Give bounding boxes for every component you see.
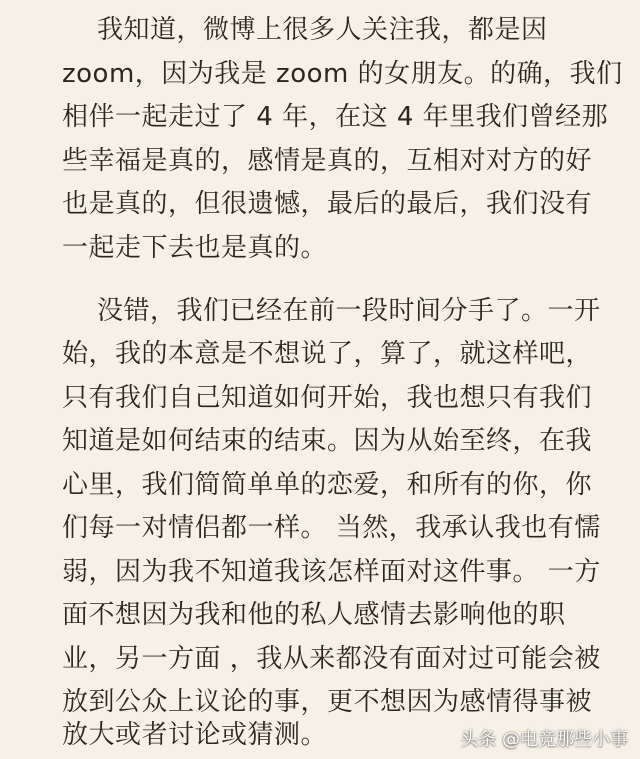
paragraph-line: 没错，我们已经在前一段时间分手了。一开: [97, 296, 601, 326]
paragraph-line: 始，我的本意是不想说了，算了，就这样吧，: [62, 339, 593, 369]
paragraph-line: 我知道，微博上很多人关注我，都是因: [97, 15, 548, 45]
paragraph-line: 放大或者讨论或猜测。: [62, 720, 328, 750]
paragraph-line: 相伴一起走过了 4 年，在这 4 年里我们曾经那: [62, 102, 609, 132]
paragraph-line: 放到公众上议论的事，更不想因为感情得事被: [62, 687, 593, 717]
paragraph-line: 业，另一方面 ，我从来都没有面对过可能会被: [62, 644, 601, 674]
paragraph-line: 们每一对情侣都一样。 当然，我承认我也有懦: [62, 513, 601, 543]
paragraph-line: 面不想因为我和他的私人感情去影响他的职: [62, 600, 566, 630]
paragraph-line: zoom，因为我是 zoom 的女朋友。的确，我们: [62, 59, 623, 89]
paragraph-line: 弱，因为我不知道我该怎样面对这件事。 一方: [62, 557, 601, 587]
paragraph-line: 知道是如何结束的结束。因为从始至终，在我: [62, 426, 593, 456]
paragraph-line: 心里，我们简简单单的恋爱，和所有的你，你: [62, 470, 593, 500]
paragraph-line: 些幸福是真的，感情是真的，互相对对方的好: [62, 146, 593, 176]
paragraph-line: 一起走下去也是真的。: [62, 233, 328, 263]
source-watermark: 头条 @电竞那些小事: [460, 729, 628, 750]
paragraph-line: 只有我们自己知道如何开始，我也想只有我们: [62, 383, 593, 413]
paragraph-line: 也是真的，但很遗憾，最后的最后，我们没有: [62, 189, 593, 219]
